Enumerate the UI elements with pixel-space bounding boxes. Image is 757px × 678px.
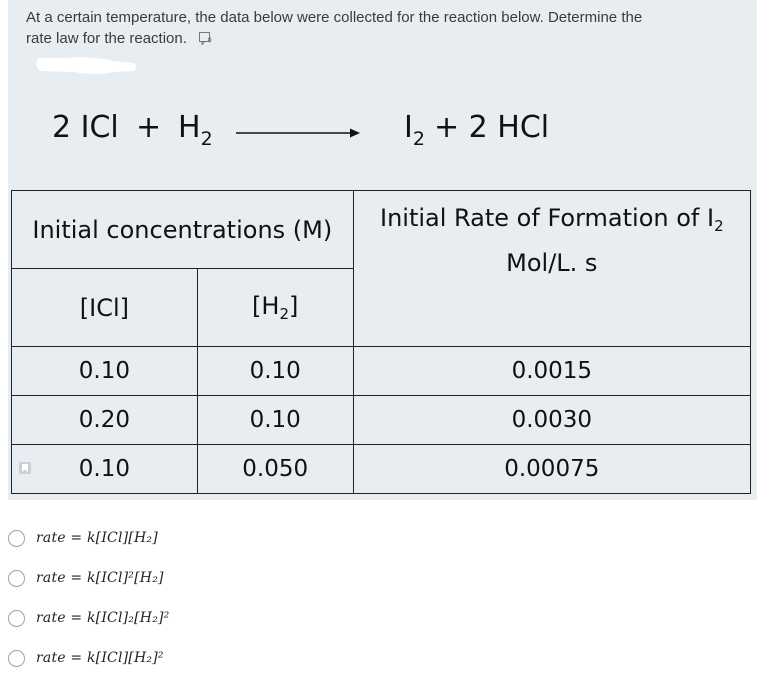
radio-button[interactable] <box>8 570 25 587</box>
redaction-mark <box>34 54 138 76</box>
chemical-equation <box>52 110 572 160</box>
header-initial-concentrations: Initial concentrations (M) <box>12 191 354 269</box>
eq-reactant-icl: 2 ICl <box>52 110 119 145</box>
bookmark-icon[interactable] <box>18 461 32 475</box>
option-label: rate = k[ICl]₂[H₂]² <box>36 610 170 626</box>
question-line1: At a certain temperature, the data below were collected for the reaction below. Determine the <box>26 9 643 26</box>
header-initial-rate: Initial Rate of Formation of $I_2$ Mol/L. s <box>353 191 750 347</box>
cell-rate: 0.0015 <box>353 347 750 396</box>
question-text <box>26 7 746 49</box>
data-table <box>11 190 751 491</box>
option-label: rate = k[ICl][H₂]² <box>36 650 164 666</box>
question-line2: rate law for the reaction. <box>26 30 187 47</box>
reaction-arrow-icon <box>236 116 362 146</box>
option-2[interactable] <box>0 558 500 598</box>
answer-options <box>0 518 500 678</box>
speaker-icon[interactable] <box>199 30 213 43</box>
option-4[interactable] <box>0 638 500 678</box>
header-icl: [ICl] <box>12 269 198 347</box>
option-1[interactable] <box>0 518 500 558</box>
cell-icl: 0.20 <box>12 396 198 445</box>
radio-button[interactable] <box>8 650 25 667</box>
option-label: rate = k[ICl][H₂] <box>36 530 158 546</box>
cell-h2: 0.050 <box>197 445 353 494</box>
eq-product-i2: $I_2$ <box>404 110 425 150</box>
table-row <box>12 445 751 494</box>
eq-reactant-h2: $H_2$ <box>178 110 213 150</box>
cell-icl: 0.10 <box>12 445 198 494</box>
cell-rate: 0.0030 <box>353 396 750 445</box>
radio-button[interactable] <box>8 610 25 627</box>
cell-h2: 0.10 <box>197 396 353 445</box>
cell-rate: 0.00075 <box>353 445 750 494</box>
cell-icl: 0.10 <box>12 347 198 396</box>
option-label: rate = k[ICl]²[H₂] <box>36 570 164 586</box>
option-3[interactable] <box>0 598 500 638</box>
eq-product-hcl: + 2 HCl <box>434 110 550 145</box>
table-row <box>12 396 751 445</box>
header-h2: $[H_2]$ <box>197 269 353 347</box>
table-row <box>12 347 751 396</box>
cell-h2: 0.10 <box>197 347 353 396</box>
eq-plus: + <box>136 110 162 145</box>
radio-button[interactable] <box>8 530 25 547</box>
